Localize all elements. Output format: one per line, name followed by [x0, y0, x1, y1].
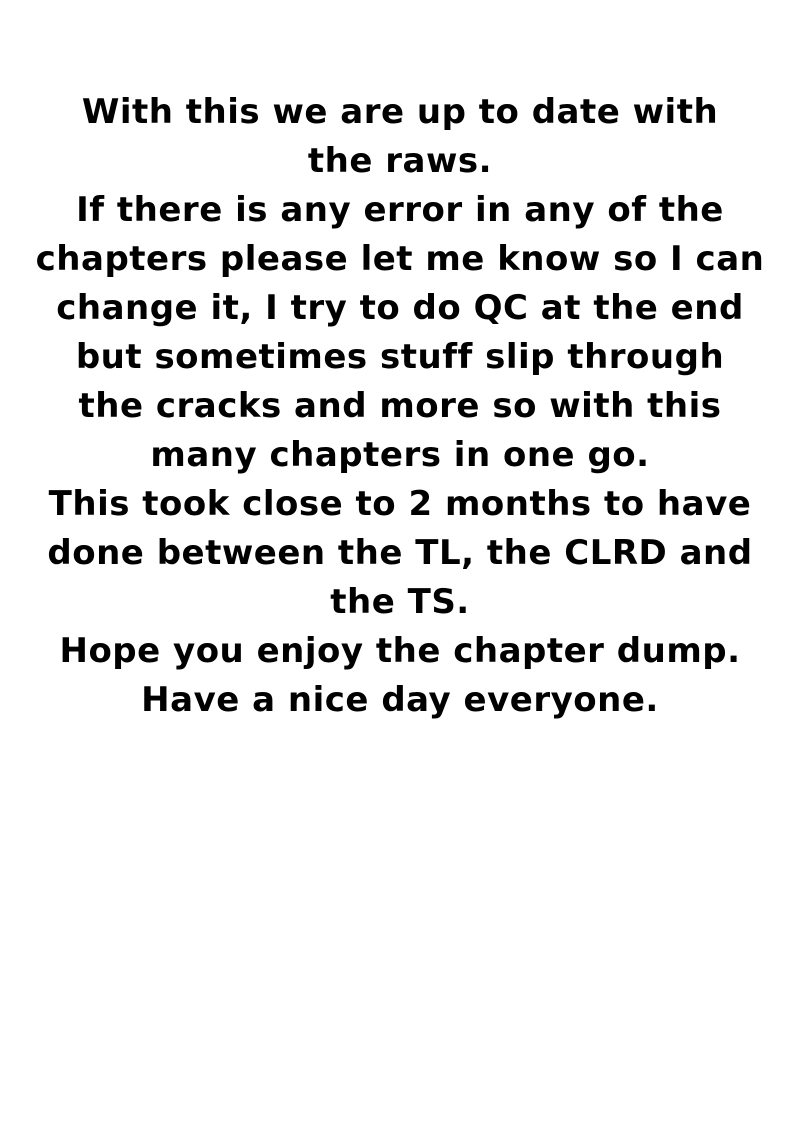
paragraph-farewell: [0, 676, 800, 725]
text-line: the cracks and more so with this: [78, 386, 722, 426]
text-line: the TS.: [330, 582, 470, 622]
text-line: change it, I try to do QC at the end: [56, 288, 744, 328]
text-line: Hope you enjoy the chapter dump.: [59, 631, 741, 671]
text-line: the raws.: [307, 141, 493, 181]
paragraph-enjoy: [0, 627, 800, 676]
paragraph-up-to-date: [0, 88, 800, 186]
paragraph-production-time: [0, 480, 800, 627]
text-line: done between the TL, the CLRD and: [47, 533, 753, 573]
text-line: but sometimes stuff slip through: [75, 337, 725, 377]
text-line: many chapters in one go.: [150, 435, 650, 475]
text-line: If there is any error in any of the: [76, 190, 724, 230]
text-line: With this we are up to date with: [81, 92, 719, 132]
text-line: Have a nice day everyone.: [141, 680, 659, 720]
text-line: This took close to 2 months to have: [48, 484, 752, 524]
text-line: chapters please let me know so I can: [35, 239, 765, 279]
paragraph-error-report: [0, 186, 800, 480]
